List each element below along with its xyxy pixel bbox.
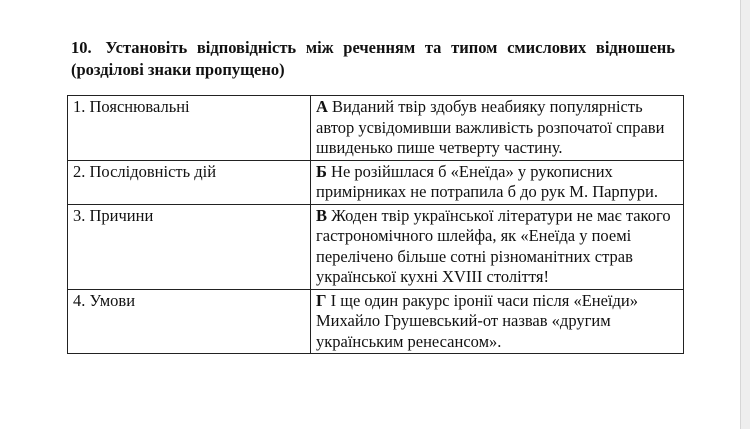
sentence-text: І ще один ракурс іронії часи після «Енеїди» Михайло Грушевський-от назвав «другим українським ренесансом».: [316, 290, 638, 351]
matching-table: [67, 95, 684, 354]
table-row: [68, 160, 684, 204]
sentence-text: Жоден твір української літератури не має такого гастрономічного шлейфа, як «Енеїда у поемі перелічено більше сотні різноманітних страв української кухні XVIII століття!: [316, 205, 671, 286]
task-number: 10.: [71, 38, 92, 57]
sentence-letter: Г: [316, 290, 327, 310]
relation-type-4: 4. Умови: [68, 289, 311, 354]
table-row: [68, 96, 684, 161]
sentence-letter: А: [316, 97, 328, 116]
sentence-cell-h: [311, 289, 684, 354]
task-heading: [71, 37, 675, 81]
sentence-text: Виданий твір здобув неабияку популярність автор усвідомивши важливість розпочатої справи швиденько пише четверту частину.: [316, 97, 665, 157]
task-text: Установіть відповідність між реченням та типом смислових відношень (розділові знаки пропущено): [71, 38, 675, 79]
sentence-cell-b: [311, 160, 684, 204]
sentence-text: Не розійшлася б «Енеїда» у рукописних примірниках не потрапила б до рук М. Парпури.: [316, 161, 658, 201]
page-edge: [740, 0, 750, 429]
relation-type-1: 1. Пояснювальні: [68, 96, 311, 161]
table-row: [68, 289, 684, 354]
sentence-letter: Б: [316, 161, 327, 181]
relation-type-2: 2. Послідовність дій: [68, 160, 311, 204]
table-row: [68, 204, 684, 289]
sentence-letter: В: [316, 205, 328, 225]
relation-type-3: 3. Причини: [68, 204, 311, 289]
sentence-cell-v: [311, 204, 684, 289]
sentence-cell-a: [311, 96, 684, 161]
